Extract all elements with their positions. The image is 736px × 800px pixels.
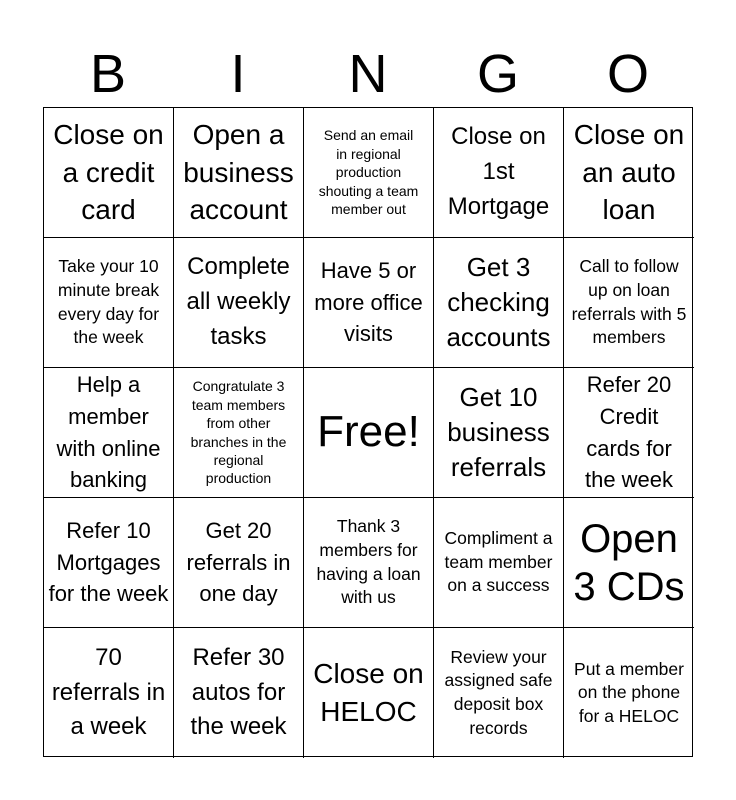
cell-text: Refer 20 Credit cards for the week <box>584 371 674 493</box>
bingo-cell[interactable] <box>174 238 304 368</box>
bingo-cell[interactable] <box>44 108 174 238</box>
bingo-cell[interactable] <box>304 628 434 758</box>
cell-text: Review your assigned safe deposit box records <box>444 646 553 738</box>
cell-text: Refer 10 Mortgages for the week <box>48 517 169 607</box>
cell-text: Open 3 CDs <box>573 516 685 609</box>
bingo-cell[interactable] <box>564 498 694 628</box>
cell-text: Have 5 or more office visits <box>314 257 423 347</box>
bingo-cell[interactable] <box>44 368 174 498</box>
bingo-cell[interactable] <box>44 238 174 368</box>
cell-text: Refer 30 autos for the week <box>190 643 287 741</box>
cell-text: Close on a credit card <box>53 118 164 226</box>
bingo-cell[interactable] <box>304 238 434 368</box>
cell-text: Close on HELOC <box>313 658 424 727</box>
cell-text: Compliment a team member on a success <box>444 528 553 596</box>
bingo-cell[interactable] <box>174 368 304 498</box>
header-letter-n: N <box>348 44 388 104</box>
bingo-cell[interactable] <box>434 628 564 758</box>
cell-text: Congratulate 3 team members from other branches in the regional production <box>190 378 287 487</box>
bingo-header <box>43 40 693 108</box>
cell-text: 70 referrals in a week <box>51 643 166 741</box>
bingo-cell[interactable] <box>564 238 694 368</box>
header-letter-i: I <box>230 44 246 104</box>
cell-text: Get 3 checking accounts <box>446 251 551 353</box>
bingo-cell[interactable] <box>434 498 564 628</box>
cell-text: Complete all weekly tasks <box>186 253 291 350</box>
bingo-cell[interactable] <box>174 108 304 238</box>
cell-text: Close on an auto loan <box>573 118 685 226</box>
cell-text: Get 10 business referrals <box>447 381 550 483</box>
bingo-cell[interactable] <box>564 368 694 498</box>
header-letter-o: O <box>606 44 649 104</box>
bingo-cell[interactable] <box>564 628 694 758</box>
cell-text: Get 20 referrals in one day <box>186 517 291 607</box>
header-letter-g: G <box>476 44 519 104</box>
bingo-cell[interactable] <box>304 108 434 238</box>
cell-text: Help a member with online banking <box>56 371 161 493</box>
cell-text: Send an email in regional production shouting a team member out <box>318 127 419 218</box>
header-letter-b: B <box>89 44 127 104</box>
bingo-cell[interactable] <box>434 108 564 238</box>
bingo-cell[interactable] <box>44 498 174 628</box>
cell-text: Close on 1st Mortgage <box>447 123 550 220</box>
bingo-cell[interactable] <box>174 498 304 628</box>
cell-text: Thank 3 members for having a loan with us <box>316 516 421 608</box>
bingo-cell[interactable] <box>564 108 694 238</box>
cell-text: Open a business account <box>183 118 294 226</box>
bingo-board <box>43 107 693 757</box>
bingo-cell[interactable] <box>44 628 174 758</box>
cell-text: Take your 10 minute break every day for the week <box>57 256 160 348</box>
bingo-cell[interactable] <box>304 498 434 628</box>
cell-text: Put a member on the phone for a HELOC <box>574 658 684 726</box>
bingo-cell[interactable] <box>174 628 304 758</box>
bingo-cell[interactable] <box>434 238 564 368</box>
free-space[interactable] <box>304 368 434 498</box>
cell-text: Call to follow up on loan referrals with 5 members <box>571 256 687 348</box>
bingo-cell[interactable] <box>434 368 564 498</box>
cell-text: Free! <box>317 407 420 457</box>
